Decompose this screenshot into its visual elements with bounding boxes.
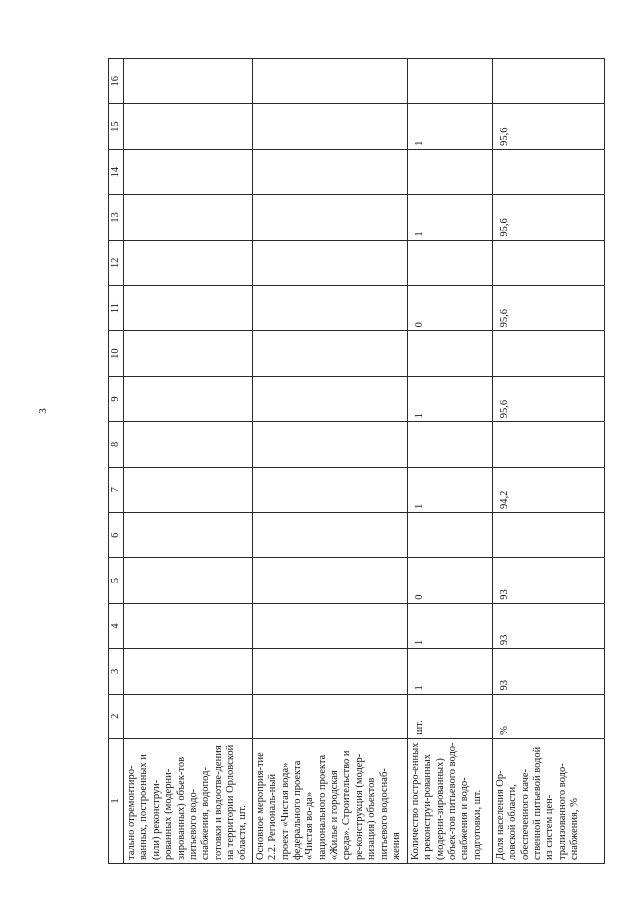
table-cell [252, 286, 407, 331]
table-row [492, 59, 604, 864]
table-cell [252, 376, 407, 421]
table-cell: 95,6 [492, 104, 604, 149]
header-cell: 16 [109, 59, 124, 104]
table-cell [492, 240, 604, 285]
table-cell [252, 240, 407, 285]
unit-cell: шт. [407, 694, 492, 738]
indicator-name-cell: тально отремонтиро-ванных, построенных и (или) реконструи-рованных (модерни-зированных) объек-тов питьевого водо-снабжения, водопод-готовки и водоотве-дения на территории Орловской области, шт. [124, 738, 253, 863]
table-cell [124, 104, 253, 149]
table-cell: 93 [492, 649, 604, 694]
table-cell: 93 [492, 558, 604, 603]
table-cell [124, 149, 253, 194]
header-cell: 10 [109, 331, 124, 376]
table-row [252, 59, 407, 864]
table-cell: 1 [407, 467, 492, 512]
table-cell: 1 [407, 376, 492, 421]
table-cell [252, 512, 407, 557]
unit-cell: % [492, 694, 604, 738]
header-row [109, 59, 124, 864]
table-cell [252, 694, 407, 738]
indicator-name-cell: Доля населения Ор-ловской области, обеспеченного каче-ственной питьевой водой из систем цен-трализованного водо-снабжения, % [492, 738, 604, 863]
table-cell: 1 [407, 649, 492, 694]
table-cell [124, 694, 253, 738]
table-cell: 95,6 [492, 195, 604, 240]
table-cell [252, 649, 407, 694]
table-cell [407, 331, 492, 376]
table-cell [252, 422, 407, 467]
header-cell: 15 [109, 104, 124, 149]
table-cell [407, 59, 492, 104]
table-cell [252, 603, 407, 648]
table-cell [252, 104, 407, 149]
table-cell [124, 331, 253, 376]
table-cell [124, 558, 253, 603]
table-cell [124, 467, 253, 512]
table-cell [124, 422, 253, 467]
table-cell: 0 [407, 558, 492, 603]
table-cell [407, 422, 492, 467]
header-cell: 5 [109, 558, 124, 603]
table-cell [407, 149, 492, 194]
table-cell [252, 59, 407, 104]
indicators-table-frame [108, 58, 599, 864]
table-cell [124, 376, 253, 421]
header-cell: 4 [109, 603, 124, 648]
table-row [124, 59, 253, 864]
table-cell [252, 467, 407, 512]
header-cell: 12 [109, 240, 124, 285]
header-cell: 14 [109, 149, 124, 194]
header-cell: 1 [109, 738, 124, 863]
table-cell [252, 195, 407, 240]
table-cell: 1 [407, 195, 492, 240]
indicator-name-cell: Основное мероприя-тие 2.2. Региональ-ный проект «Чистая вода» федерального проекта «Чистая во-да» национального проекта «Жилье и городская среда». Строительство и ре-конструкция (модер-низация) объектов питьевого водоснаб-жения [252, 738, 407, 863]
table-cell [492, 59, 604, 104]
header-cell: 11 [109, 286, 124, 331]
header-cell: 13 [109, 195, 124, 240]
header-cell: 9 [109, 376, 124, 421]
table-cell [124, 195, 253, 240]
table-cell [124, 59, 253, 104]
indicators-table [108, 58, 605, 864]
table-cell [492, 422, 604, 467]
table-cell [252, 149, 407, 194]
table-cell [492, 331, 604, 376]
table-cell [492, 149, 604, 194]
table-cell [407, 240, 492, 285]
table-cell: 0 [407, 286, 492, 331]
table-cell [492, 512, 604, 557]
table-row [407, 59, 492, 864]
table-cell [124, 240, 253, 285]
page-number: 3 [36, 408, 49, 414]
table-cell: 95,6 [492, 286, 604, 331]
table-cell: 94,2 [492, 467, 604, 512]
table-cell [252, 558, 407, 603]
table-cell [124, 649, 253, 694]
header-cell: 7 [109, 467, 124, 512]
table-cell [252, 331, 407, 376]
table-cell [407, 512, 492, 557]
table-cell: 93 [492, 603, 604, 648]
table-cell [124, 286, 253, 331]
header-cell: 8 [109, 422, 124, 467]
header-cell: 6 [109, 512, 124, 557]
table-cell [124, 512, 253, 557]
table-cell [124, 603, 253, 648]
indicator-name-cell: Количество постро-енных и реконструи-рованных (модерни-зированных) объек-тов питьевого водо-снабжения и водо-подготовки, шт. [407, 738, 492, 863]
table-cell: 1 [407, 104, 492, 149]
table-cell: 95,6 [492, 376, 604, 421]
header-cell: 2 [109, 694, 124, 738]
table-cell: 1 [407, 603, 492, 648]
header-cell: 3 [109, 649, 124, 694]
